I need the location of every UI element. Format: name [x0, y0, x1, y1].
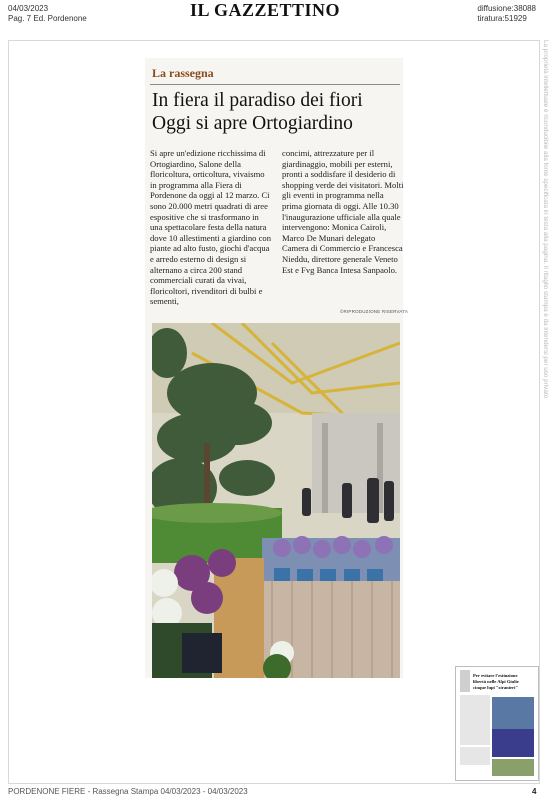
header-left [8, 4, 87, 24]
header-right [477, 4, 536, 24]
article-kicker: La rassegna [152, 66, 214, 80]
svg-text:Per evitare l'estinzione: Per evitare l'estinzione [473, 673, 518, 678]
fair-photo [152, 323, 400, 678]
side-note-text: La proprietà intellettuale è riconducibile alla fonte specificata in testa alla pagina. Il ritaglio stampa è da intendersi per uso privato [542, 40, 549, 399]
header-date: 04/03/2023 [8, 4, 49, 13]
header-diffusione: diffusione:38088 [477, 4, 536, 13]
newspaper-logo: IL GAZZETTINO [190, 0, 341, 20]
side-copyright-note [539, 40, 551, 510]
kicker-divider [150, 84, 400, 85]
article-column-2: concimi, attrezzature per il giardinaggio, mobili per esterni, pronti a soddisfare il desiderio di shopping verde dei visitatori. Molti gli eventi in programma nella prima giornata di oggi. Alle 10.30 l'inaugurazione ufficiale alla quale intervengono: Monica Cairoli, Marco De Munari delegato Camera di Commercio e Francesca Nieddu, direttore generale Veneto Est e Fvg Banca Intesa Sanpaolo. [282, 148, 404, 275]
header-page: Pag. 7 [8, 14, 32, 23]
svg-text:cinque lupi "stranieri": cinque lupi "stranieri" [473, 685, 518, 690]
svg-text:libertà nelle Alpi Giulie: libertà nelle Alpi Giulie [473, 679, 519, 684]
footer-page-number: 4 [532, 787, 537, 796]
article-title [152, 89, 402, 135]
article-title-line2: Oggi si apre Ortogiardino [152, 113, 353, 134]
header-tiratura: tiratura:51929 [477, 14, 527, 23]
page-thumbnail [455, 666, 539, 781]
footer-source: PORDENONE FIERE - Rassegna Stampa 04/03/2023 - 04/03/2023 [8, 787, 248, 796]
article-title-line1: In fiera il paradiso dei fiori [152, 90, 363, 111]
article-column-1: Si apre un'edizione ricchissima di Ortogiardino, Salone della floricoltura, orticoltura, vivaismo in programma alla Fiera di Pordenone da oggi al 12 marzo. Ci sono 20.000 metri quadrati di aree espositive che si trasformano in una spettacolare festa della natura dove 10 allestimenti a giardino con piante ad alto fusto, giochi d'acqua e arredo esterno di design si alternano a circa 200 stand commerciali curati da vivai, floricoltori, rivenditori di bulbi e sementi, [150, 148, 271, 307]
header-edition: Ed. Pordenone [33, 14, 87, 23]
header-page-edition [8, 14, 87, 24]
copyright-line: ©RIPRODUZIONE RISERVATA [340, 309, 409, 314]
